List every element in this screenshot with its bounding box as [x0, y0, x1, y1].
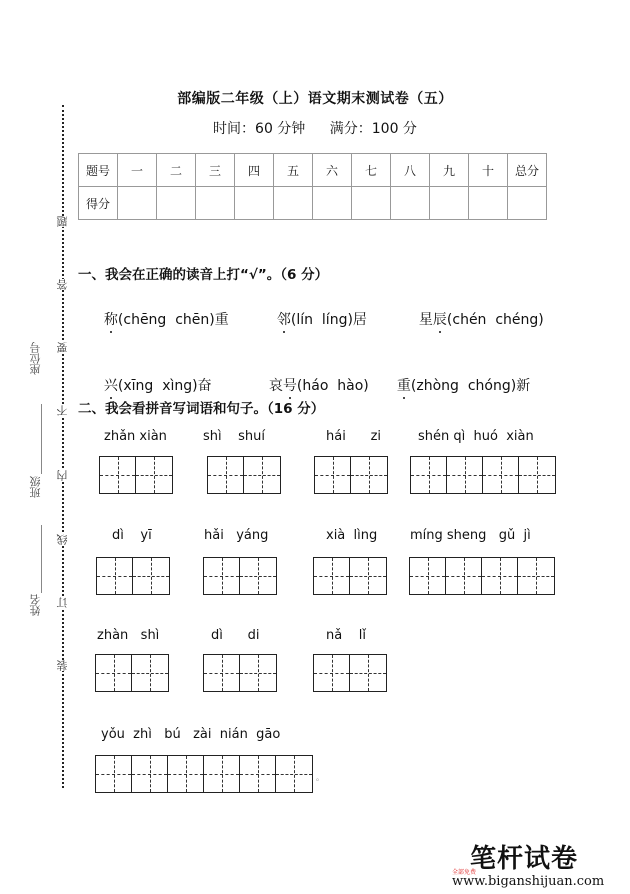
pinyin-prompt: dì di	[211, 628, 260, 643]
writing-grid[interactable]	[207, 456, 281, 494]
seat-number-field[interactable]	[41, 404, 42, 474]
question-item[interactable]	[95, 359, 212, 395]
score-cell[interactable]	[469, 187, 508, 220]
time-limit: 时间：60 分钟	[213, 121, 306, 137]
tianzige-cell[interactable]	[132, 655, 168, 691]
dotted-char: 称	[104, 309, 118, 329]
question-item[interactable]	[388, 359, 530, 395]
char-suffix: 奋	[197, 378, 212, 394]
score-cell[interactable]	[274, 187, 313, 220]
full-score: 满分：100 分	[329, 121, 417, 137]
binding-char: 不	[56, 405, 69, 416]
binding-char: 内	[56, 470, 69, 481]
tianzige-cell[interactable]	[96, 756, 132, 792]
dotted-char: 邻	[277, 309, 291, 329]
writing-grid[interactable]	[313, 557, 387, 595]
pinyin-prompt: zhàn shì	[97, 628, 160, 643]
score-row-label: 得分	[79, 187, 118, 220]
score-header-cell: 总分	[508, 154, 547, 187]
writing-grid[interactable]	[99, 456, 173, 494]
score-header-cell: 三	[196, 154, 235, 187]
question-item[interactable]	[410, 293, 544, 329]
tianzige-cell[interactable]	[518, 558, 554, 594]
tianzige-cell[interactable]	[351, 457, 387, 493]
pinyin-options[interactable]: (xīng xìng)	[117, 378, 198, 394]
binding-dotted-line	[62, 105, 64, 788]
dotted-char: 号	[283, 375, 297, 395]
dotted-char: 兴	[104, 375, 118, 395]
writing-grid[interactable]	[203, 654, 277, 692]
class-field[interactable]	[41, 525, 42, 593]
tianzige-cell[interactable]	[240, 558, 276, 594]
tianzige-cell[interactable]	[208, 457, 244, 493]
name-label: 姓名	[29, 594, 42, 616]
pinyin-options[interactable]: (chén chéng)	[446, 312, 544, 328]
tianzige-cell[interactable]	[240, 756, 276, 792]
binding-char: 答	[56, 279, 69, 290]
dotted-char: 辰	[433, 309, 447, 329]
pinyin-prompt-sentence: yǒu zhì bú zài nián gāo	[101, 727, 281, 742]
section-1-heading: 一、我会在正确的读音上打“√”。（6 分）	[78, 267, 329, 283]
tianzige-cell[interactable]	[276, 756, 312, 792]
char-prefix: 哀	[268, 378, 283, 394]
score-cell[interactable]	[118, 187, 157, 220]
score-header-cell: 九	[430, 154, 469, 187]
tianzige-cell[interactable]	[100, 457, 136, 493]
pinyin-options[interactable]: (zhòng chóng)	[410, 378, 517, 394]
tianzige-cell[interactable]	[350, 655, 386, 691]
writing-grid[interactable]	[314, 456, 388, 494]
pinyin-prompt: hái zi	[326, 429, 382, 444]
tianzige-cell[interactable]	[482, 558, 518, 594]
tianzige-cell[interactable]	[314, 655, 350, 691]
score-table-header-row	[79, 154, 547, 187]
class-label: 班级	[29, 476, 42, 498]
sentence-writing-grid[interactable]	[95, 755, 313, 793]
watermark-brand: 笔杆试卷	[470, 844, 579, 874]
pinyin-options[interactable]: (chēng chēn)	[117, 312, 215, 328]
score-cell[interactable]	[352, 187, 391, 220]
watermark-url: www.biganshijuan.com	[452, 874, 605, 889]
score-header-cell: 五	[274, 154, 313, 187]
score-cell[interactable]	[391, 187, 430, 220]
tianzige-cell[interactable]	[204, 655, 240, 691]
question-item[interactable]	[268, 293, 367, 329]
pinyin-options[interactable]: (lín líng)	[290, 312, 353, 328]
binding-char: 要	[56, 342, 69, 353]
score-cell[interactable]	[430, 187, 469, 220]
writing-grid[interactable]	[96, 557, 170, 595]
char-suffix: 居	[352, 312, 367, 328]
tianzige-cell[interactable]	[315, 457, 351, 493]
exam-title: 部编版二年级（上）语文期末测试卷（五）	[177, 91, 453, 107]
tianzige-cell[interactable]	[204, 558, 240, 594]
score-header-cell: 题号	[79, 154, 118, 187]
tianzige-cell[interactable]	[483, 457, 519, 493]
tianzige-cell[interactable]	[97, 558, 133, 594]
pinyin-prompt: zhǎn xiàn	[104, 429, 167, 444]
pinyin-prompt: xià lìng	[326, 528, 378, 543]
section-2-heading: 二、我会看拼音写词语和句子。（16 分）	[78, 401, 325, 417]
score-header-cell: 二	[157, 154, 196, 187]
tianzige-cell[interactable]	[350, 558, 386, 594]
tianzige-cell[interactable]	[314, 558, 350, 594]
writing-grid[interactable]	[409, 557, 555, 595]
writing-grid[interactable]	[203, 557, 277, 595]
binding-char: 线	[56, 534, 69, 545]
score-header-cell: 八	[391, 154, 430, 187]
tianzige-cell[interactable]	[136, 457, 172, 493]
score-cell[interactable]	[196, 187, 235, 220]
tianzige-cell[interactable]	[447, 457, 483, 493]
score-table	[78, 153, 547, 220]
pinyin-options[interactable]: (háo hào)	[296, 378, 369, 394]
score-table-score-row	[79, 187, 547, 220]
tianzige-cell[interactable]	[446, 558, 482, 594]
score-header-cell: 一	[118, 154, 157, 187]
tianzige-cell[interactable]	[133, 558, 169, 594]
tianzige-cell[interactable]	[519, 457, 555, 493]
tianzige-cell[interactable]	[410, 558, 446, 594]
char-prefix: 星	[418, 312, 433, 328]
binding-char: 订	[56, 597, 69, 608]
pinyin-prompt: nǎ lǐ	[326, 628, 366, 643]
char-suffix: 重	[214, 312, 229, 328]
score-header-cell: 六	[313, 154, 352, 187]
pinyin-prompt: dì yī	[112, 528, 152, 543]
score-header-cell: 四	[235, 154, 274, 187]
sentence-end-mark: 。	[316, 773, 324, 782]
pinyin-prompt: míng sheng gǔ jì	[410, 528, 531, 543]
tianzige-cell[interactable]	[244, 457, 280, 493]
score-cell[interactable]	[157, 187, 196, 220]
watermark-tag: 全部免费	[452, 869, 477, 876]
tianzige-cell[interactable]	[240, 655, 276, 691]
dotted-char: 重	[397, 375, 411, 395]
binding-char: 装	[56, 660, 69, 671]
pinyin-prompt: hǎi yáng	[204, 528, 269, 543]
score-cell[interactable]	[235, 187, 274, 220]
tianzige-cell[interactable]	[204, 756, 240, 792]
char-suffix: 新	[516, 378, 531, 394]
score-cell[interactable]	[313, 187, 352, 220]
pinyin-prompt: shì shuí	[203, 429, 266, 444]
binding-char: 题	[56, 216, 69, 227]
score-header-cell: 七	[352, 154, 391, 187]
writing-grid[interactable]	[95, 654, 169, 692]
tianzige-cell[interactable]	[411, 457, 447, 493]
pinyin-prompt: shén qì huó xiàn	[418, 429, 534, 444]
tianzige-cell[interactable]	[168, 756, 204, 792]
score-header-cell: 十	[469, 154, 508, 187]
exam-info	[0, 118, 630, 138]
writing-grid[interactable]	[410, 456, 556, 494]
question-item[interactable]	[260, 359, 369, 395]
tianzige-cell[interactable]	[132, 756, 168, 792]
question-item[interactable]	[95, 293, 229, 329]
tianzige-cell[interactable]	[96, 655, 132, 691]
score-cell[interactable]	[508, 187, 547, 220]
writing-grid[interactable]	[313, 654, 387, 692]
seat-number-label: 座位号	[29, 342, 42, 375]
